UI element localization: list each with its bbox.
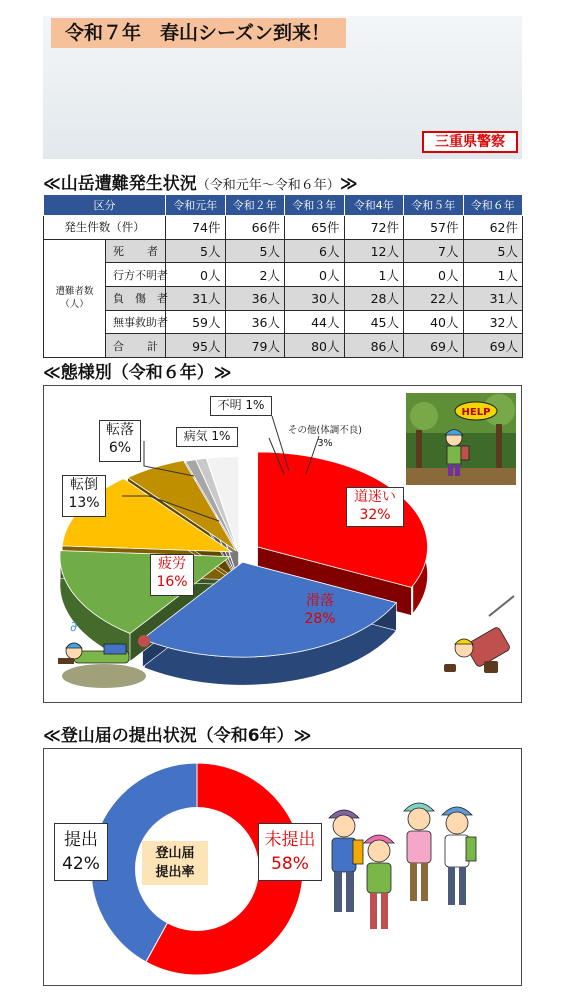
- label-fatigue-name: 疲労: [158, 556, 186, 572]
- victims-label: [44, 239, 106, 357]
- table-cell: 5人: [166, 239, 226, 263]
- table-cell: 72件: [344, 216, 404, 240]
- table-cell: 80人: [285, 334, 345, 358]
- column-header: 令和３年: [285, 195, 345, 216]
- donut-center-line2: 提出率: [155, 865, 195, 880]
- donut-center-line1: 登山届: [155, 846, 195, 861]
- row-label: 発生件数（件）: [44, 216, 166, 240]
- table-cell: 69人: [404, 334, 464, 358]
- table-cell: 22人: [404, 287, 464, 311]
- help-hiker-illustration: [406, 393, 516, 485]
- label-unknown: 不明 1%: [210, 396, 272, 416]
- table-cell: 31人: [463, 287, 523, 311]
- accident-types-heading: ≪態様別（令和６年）≫: [43, 363, 232, 383]
- statistics-heading-end: ≫: [339, 174, 358, 194]
- victims-label-line1: 遭難者数: [55, 286, 94, 298]
- table-row: [44, 310, 523, 334]
- table-row: [44, 334, 523, 358]
- label-not-submitted-name: 未提出: [264, 830, 316, 850]
- row-label: 死 者: [106, 239, 166, 263]
- table-row: [44, 287, 523, 311]
- table-cell: 30人: [285, 287, 345, 311]
- table-cell: 74件: [166, 216, 226, 240]
- table-cell: 79人: [225, 334, 285, 358]
- label-slip-pct: 28%: [304, 611, 336, 627]
- row-label: 行方不明者: [106, 263, 166, 287]
- label-submitted-name: 提出: [64, 830, 98, 850]
- table-row: [44, 216, 523, 240]
- label-lost-name: 道迷い: [354, 489, 396, 505]
- label-fall: [99, 420, 141, 462]
- help-sign-text: HELP: [461, 407, 491, 418]
- label-other-line2: 3%: [317, 438, 333, 449]
- table-row: [44, 263, 523, 287]
- falling-hiker-illustration: [444, 596, 514, 673]
- row-label: 無事救助者: [106, 310, 166, 334]
- column-header: 令和２年: [225, 195, 285, 216]
- hikers-group-illustration: [329, 803, 476, 929]
- label-slip: [296, 592, 344, 634]
- police-badge: 三重県警察: [422, 131, 518, 153]
- table-cell: 57件: [404, 216, 464, 240]
- table-row: [44, 239, 523, 263]
- table-cell: 40人: [404, 310, 464, 334]
- label-lost: [346, 487, 404, 527]
- table-cell: 1人: [463, 263, 523, 287]
- table-cell: 5人: [225, 239, 285, 263]
- label-trip: [62, 475, 106, 517]
- label-lost-pct: 32%: [359, 507, 391, 523]
- table-cell: 6人: [285, 239, 345, 263]
- statistics-table: [43, 194, 523, 358]
- accident-types-panel: [43, 385, 522, 703]
- table-cell: 45人: [344, 310, 404, 334]
- table-cell: 62件: [463, 216, 523, 240]
- label-trip-pct: 13%: [68, 495, 100, 511]
- table-cell: 59人: [166, 310, 226, 334]
- table-cell: 0人: [166, 263, 226, 287]
- column-header: 令和５年: [404, 195, 464, 216]
- donut-center-label: [142, 841, 208, 885]
- label-other-line1: その他(体調不良): [288, 425, 362, 436]
- column-header: 令和4年: [344, 195, 404, 216]
- table-cell: 1人: [344, 263, 404, 287]
- column-header: 令和元年: [166, 195, 226, 216]
- label-trip-name: 転倒: [70, 477, 98, 493]
- filing-panel: [43, 748, 522, 986]
- table-cell: 86人: [344, 334, 404, 358]
- label-not-submitted: [258, 823, 322, 881]
- table-cell: 5人: [463, 239, 523, 263]
- row-label: 負 傷 者: [106, 287, 166, 311]
- table-cell: 7人: [404, 239, 464, 263]
- table-cell: 65件: [285, 216, 345, 240]
- table-cell: 95人: [166, 334, 226, 358]
- label-other: [280, 424, 370, 454]
- label-fall-name: 転落: [106, 422, 134, 438]
- table-cell: 32人: [463, 310, 523, 334]
- table-cell: 2人: [225, 263, 285, 287]
- table-cell: 0人: [285, 263, 345, 287]
- label-fatigue-pct: 16%: [156, 574, 188, 590]
- table-cell: 69人: [463, 334, 523, 358]
- table-cell: 28人: [344, 287, 404, 311]
- label-fall-pct: 6%: [108, 440, 132, 456]
- hero-banner: [43, 16, 522, 159]
- table-cell: 36人: [225, 310, 285, 334]
- label-illness: 病気 1%: [176, 427, 238, 447]
- statistics-heading-main: ≪山岳遭難発生状況: [43, 174, 197, 194]
- filing-heading: ≪登山届の提出状況（令和6年）≫: [43, 726, 312, 746]
- table-header-row: [44, 195, 523, 216]
- banner-title: 令和７年 春山シーズン到来！: [51, 18, 346, 48]
- table-cell: 31人: [166, 287, 226, 311]
- label-submitted-pct: 42%: [62, 854, 100, 874]
- table-cell: 0人: [404, 263, 464, 287]
- column-header: 区分: [44, 195, 166, 216]
- statistics-heading-sub: （令和元年～令和６年）: [196, 178, 340, 193]
- table-cell: 36人: [225, 287, 285, 311]
- table-cell: 12人: [344, 239, 404, 263]
- label-fatigue: [150, 554, 194, 596]
- table-cell: 44人: [285, 310, 345, 334]
- label-slip-name: 滑落: [306, 593, 334, 609]
- label-submitted: [54, 823, 108, 881]
- row-label: 合 計: [106, 334, 166, 358]
- svg-text:∂: ∂: [70, 619, 78, 635]
- label-not-submitted-pct: 58%: [271, 854, 309, 874]
- victims-label-line2: （人）: [60, 299, 89, 311]
- statistics-heading: [43, 169, 358, 194]
- table-cell: 66件: [225, 216, 285, 240]
- column-header: 令和６年: [463, 195, 523, 216]
